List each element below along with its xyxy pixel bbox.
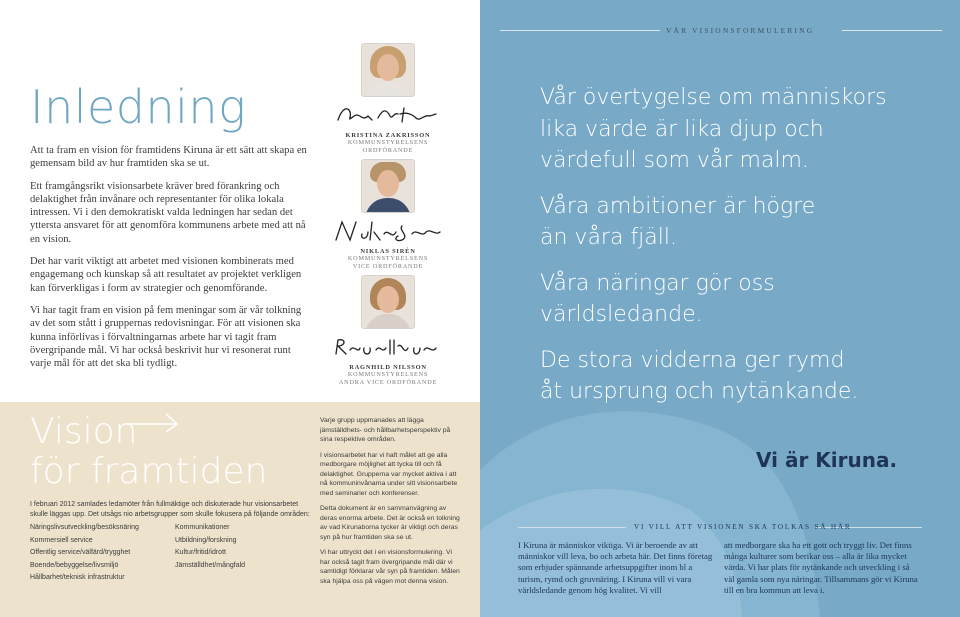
leader-niklas xyxy=(328,160,448,271)
arrow-right-icon xyxy=(122,410,180,432)
note-paragraph: Vi har uttryckt det i en visionsformulering. Vi har också tagit fram övergripande mål där vi samtidigt förklarar vår syn på framtiden. Målen ska hjälpa oss på vägen mot denna vision. xyxy=(320,549,460,585)
leader-name: NIKLAS SIRÉN xyxy=(360,248,416,255)
group-item: Kommunikationer xyxy=(175,524,230,531)
statement-line: Vår övertygelse om människors xyxy=(540,85,887,110)
subheader: VI VILL ATT VISIONEN SKA TOLKAS SÅ HÄR xyxy=(634,523,852,531)
intro-paragraph: Att ta fram en vision för framtidens Kiruna är ett sätt att skapa en gemensam bild av hur framtiden ska se ut. xyxy=(30,145,307,170)
vision-intro: I februari 2012 samlades ledamöter från fullmäktige och diskuterade hur visionsarbetet skulle läggas upp. Det utsågs nio arbetsgrupper som skulle fokusera på följande områden: xyxy=(30,501,310,518)
statement-line: Våra ambitioner är högre xyxy=(540,193,816,219)
leader-ragnhild xyxy=(328,276,448,387)
leader-role: KOMMUNSTYRELSENS xyxy=(347,139,429,146)
group-item: Boende/bebyggelse/livsmiljö xyxy=(30,561,119,569)
leader-role: ORDFÖRANDE xyxy=(362,147,414,154)
leader-kristina xyxy=(328,44,448,155)
notes-column xyxy=(320,416,460,592)
vision-statement xyxy=(540,345,940,408)
statement-line: De stora vidderna ger rymd xyxy=(540,347,845,373)
note-paragraph: Detta dokument är en sammanvägning av deras enorma arbete. Det är också en tolkning av vad Kirunaborna tycker är viktigt och deras syn på hur framtiden ska se ut. xyxy=(320,505,460,541)
groups-column xyxy=(175,522,315,572)
intro-text xyxy=(30,144,310,379)
statement-line: Våra näringar gör oss xyxy=(540,270,775,296)
portrait-photo xyxy=(362,44,414,96)
leader-role: VICE ORDFÖRANDE xyxy=(352,263,424,270)
vision-statement xyxy=(540,82,940,177)
statement-line: lika värde är lika djup och xyxy=(540,116,824,142)
signature-icon xyxy=(332,218,444,244)
interpretation-text: att medborgare ska ha ett gott och tryggt liv. Det finns många kulturer som berikar oss – alla är lika mycket värda. Vi har plats för nytänkande och utveckling i så väl gamla som nya näringar. Tillsammans gör vi Kiruna till en bra kommun att leva i. xyxy=(724,540,918,595)
leader-role: KOMMUNSTYRELSENS xyxy=(347,255,429,262)
leader-role: KOMMUNSTYRELSENS xyxy=(347,371,429,378)
vision-statement xyxy=(540,191,940,254)
note-paragraph: Varje grupp uppmanades att lägga jämställdhets- och hållbarhetsperspektiv på sina respektive områden. xyxy=(320,417,451,443)
header-rule xyxy=(500,30,660,31)
statement-line: än våra fjäll. xyxy=(540,225,677,250)
vision-statements xyxy=(540,82,940,422)
group-item: Jämställdhet/mångfald xyxy=(175,561,246,569)
statement-line: värdefull som vår malm. xyxy=(540,148,809,173)
leader-name: KRISTINA ZAKRISSON xyxy=(345,132,431,139)
slogan: Vi är Kiruna. xyxy=(756,448,898,472)
portrait-photo xyxy=(362,160,414,212)
group-item: Utbildning/forskning xyxy=(175,536,237,544)
groups-column xyxy=(30,522,170,585)
leader-name: RAGNHILD NILSSON xyxy=(349,364,427,371)
note-paragraph: I visionsarbetet har vi haft målet att ge alla medborgare möjlighet att tycka till och få delaktighet. Grupperna var mycket aktiva i att nå kommuninvånarna under sitt visionsarbete med seminarier och konferenser. xyxy=(320,451,458,497)
intro-paragraph: Ett framgångsrikt visionsarbete kräver bred förankring och delaktighet från invånare och representanter för olika lokala intressen. Vi i den demokratiskt valda ledningen har sedan det yttersta ansvaret för att genomföra kommunens arbete med att nå en vision. xyxy=(30,180,306,245)
header-rule xyxy=(842,30,942,31)
leader-role: ANDRA VICE ORDFÖRANDE xyxy=(338,379,438,386)
signature-icon xyxy=(332,102,444,128)
statement-line: åt ursprung och nytänkande. xyxy=(540,379,859,404)
right-page xyxy=(480,0,960,617)
group-item: Näringslivsutveckling/besöksnäring xyxy=(30,524,139,531)
vision-title-line: för framtiden xyxy=(30,451,268,492)
statement-line: världsledande. xyxy=(540,302,703,327)
intro-paragraph: Det har varit viktigt att arbetet med visionen kombinerats med engagemang och kunskap så att resultatet av projektet verkligen kan förverkligas i form av strategier och genomförande. xyxy=(30,256,302,294)
signature-icon xyxy=(332,334,444,360)
group-item: Kultur/fritid/idrott xyxy=(175,549,226,557)
vision-statement xyxy=(540,268,940,331)
group-item: Offentlig service/välfärd/trygghet xyxy=(30,549,131,557)
group-item: Hållbarhet/teknisk infrastruktur xyxy=(30,574,125,582)
portrait-photo xyxy=(362,276,414,328)
interpretation-text: I Kiruna är människor viktiga. Vi är beroende av att människor vill leva, bo och arbeta här. Det finns företag som erbjuder spännande arbetsuppgifter inom bl a turism, rymd och gruvnäring. I Kiruna vill vi vara världsledande genom hög kvalitet. Vi vill xyxy=(518,540,713,595)
vision-title-line: Vision xyxy=(30,411,138,452)
group-item: Kommersiell service xyxy=(30,536,93,544)
intro-paragraph: Vi har tagit fram en vision på fem meningar som är vår tolkning av det som stått i gruppernas redovisningar. För att visionen ska kunna införlivas i förvaltningarnas arbete har vi tagit fram övergripande mål. Vi har också beskrivit hur vi resonerat runt varje mål för att det ska bli tydligt. xyxy=(30,304,302,370)
page-title: Inledning xyxy=(30,80,247,134)
subheader-rule xyxy=(518,527,626,528)
section-header: VÅR VISIONSFORMULERING xyxy=(666,26,815,35)
